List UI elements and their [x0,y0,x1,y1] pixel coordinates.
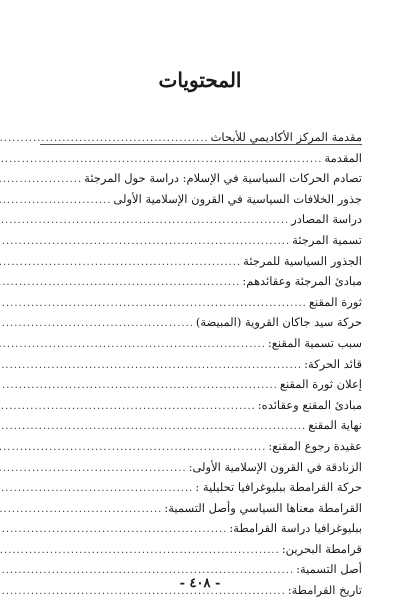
toc-entry-label: مبادئ المقنع وعقائده: [257,397,362,412]
toc-entry-label: الجذور السياسية للمرجئة [243,253,362,268]
toc-entry-label: مقدمة المركز الأكاديمي للأبحاث [210,130,362,144]
dot-leader [0,500,162,521]
toc-entry-label: حركة سيد جاكان القروية (المبيضة) [195,315,362,330]
toc-entry-label: مبادئ المرجئة وعقائدهم: [242,274,362,289]
dot-leader [0,397,256,418]
toc-entry [40,271,362,292]
toc-entry [40,518,362,539]
toc-entry-label: ثورة المقنع [308,294,362,309]
dot-leader [0,170,82,191]
toc-entry-label: حركة القرامطة ببليوغرافيا تحليلية : [195,480,362,495]
dot-leader [0,294,307,315]
toc-entry [40,333,362,354]
dot-leader [0,191,111,212]
toc-entry-label: الزنادقة في القرون الإسلامية الأولى: [188,459,362,474]
toc-entry-label: دراسة المصادر [291,212,362,227]
toc-entry [40,415,362,436]
dot-leader [0,376,278,397]
table-of-contents [40,127,362,601]
toc-entry-label: قرامطة البحرين: [281,541,362,556]
toc-entry [40,209,362,230]
toc-entry-label: المقدمة [324,150,362,165]
dot-leader [0,335,266,356]
toc-entry-label: سبب تسمية المقنع: [267,335,362,350]
toc-entry-label: تسمية المرجئة [292,232,362,247]
dot-leader [0,253,241,274]
toc-entry-label: تاريخ القرامطة: [287,583,362,598]
dot-leader [0,479,193,500]
dot-leader [0,438,266,459]
toc-entry [40,312,362,333]
page-number: - ٤٠٨ - [179,576,221,591]
toc-entry [40,230,362,251]
toc-entry-label: تصادم الحركات السياسية في الإسلام: دراسة حول المرجئة [84,171,362,186]
dot-leader [0,417,306,438]
toc-entry [40,539,362,560]
dot-leader [0,232,290,253]
toc-entry [40,498,362,519]
toc-entry [40,395,362,416]
toc-entry [40,436,362,457]
toc-entry-label: عقيدة رجوع المقنع: [268,438,362,453]
dot-leader [0,520,227,541]
dot-leader [0,273,240,294]
toc-entry-label: القرامطة معناها السياسي وأصل التسمية: [164,500,362,515]
dot-leader [0,459,187,480]
toc-entry [40,477,362,498]
dot-leader [0,356,302,377]
toc-entry-label: نهاية المقنع [308,418,362,433]
toc-entry [40,292,362,313]
toc-entry-label: ببليوغرافيا دراسة القرامطة: [229,521,362,536]
dot-leader [0,129,209,150]
toc-entry [40,457,362,478]
toc-entry [40,168,362,189]
toc-entry-label: جذور الخلافات السياسية في القرون الإسلامية الأولى [113,191,362,206]
toc-entry [40,251,362,272]
toc-entry-label: قائد الحركة: [304,356,362,371]
toc-entry [40,148,362,169]
toc-entry [40,374,362,395]
toc-entry-label: إعلان ثورة المقنع [279,377,362,392]
toc-entry [40,354,362,375]
toc-entry [40,189,362,210]
dot-leader [0,314,194,335]
dot-leader [0,541,280,562]
page-title: المحتويات [158,68,242,92]
dot-leader [0,150,322,171]
dot-leader [0,211,289,232]
toc-entry-label: أصل التسمية: [296,562,362,577]
toc-entry [40,127,362,148]
